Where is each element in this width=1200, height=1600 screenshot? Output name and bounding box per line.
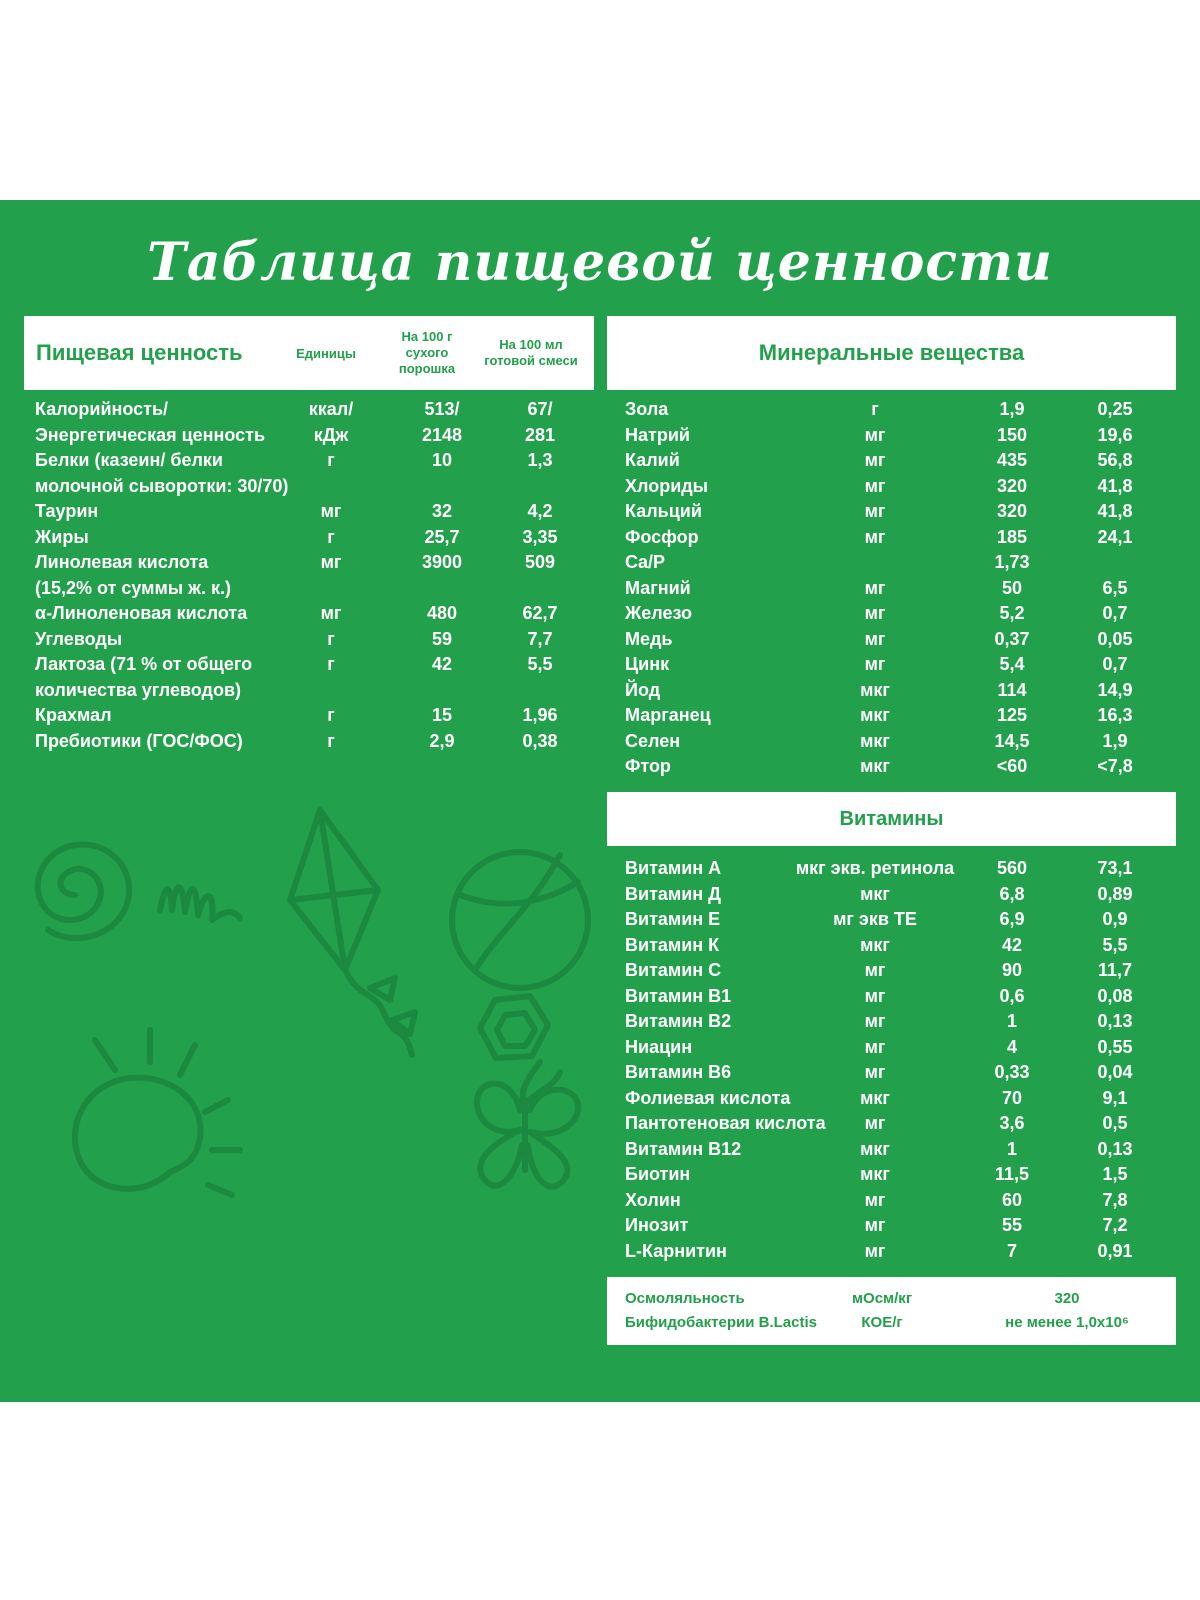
row-name: Ca/P — [625, 552, 666, 572]
row-name: L-Карнитин — [625, 1240, 727, 1261]
row-per-100g: 3900 — [421, 552, 463, 572]
row-unit: мг — [864, 424, 886, 445]
nutrition-row — [35, 627, 595, 653]
row-per-100ml: 1,5 — [1102, 1164, 1128, 1184]
row-name: Крахмал — [35, 705, 112, 725]
vitamin-row — [625, 1086, 1175, 1112]
row-per-100g: 10 — [431, 450, 453, 470]
vitamin-row — [625, 907, 1175, 933]
row-per-100ml: 4,2 — [527, 501, 553, 521]
row-name: Пребиотики (ГОС/ФОС) — [35, 730, 243, 751]
mineral-row — [625, 576, 1175, 602]
row-unit: мг — [320, 552, 342, 572]
row-per-100g: 513/ — [424, 399, 460, 419]
footer-row — [607, 1287, 1176, 1311]
row-per-100g: 1,73 — [994, 552, 1030, 572]
row-per-100ml: 509 — [524, 552, 556, 572]
row-per-100g: 42 — [431, 654, 453, 674]
footer-value: 320 — [1054, 1290, 1080, 1307]
row-name: Холин — [625, 1189, 681, 1210]
row-unit: г — [327, 654, 335, 674]
row-per-100g: 320 — [996, 501, 1028, 521]
mineral-row — [625, 525, 1175, 551]
nutrition-row — [35, 550, 595, 576]
row-per-100g: 5,4 — [999, 654, 1025, 674]
vitamin-row — [625, 1137, 1175, 1163]
row-per-100ml: 7,2 — [1102, 1215, 1128, 1235]
mineral-row — [625, 423, 1175, 449]
vitamin-row — [625, 1188, 1175, 1214]
row-per-100ml: 0,25 — [1097, 399, 1133, 419]
row-unit: мг — [864, 654, 886, 674]
row-per-100ml: 0,08 — [1097, 985, 1133, 1006]
row-per-100g: 4 — [1006, 1036, 1017, 1057]
vitamin-rows — [625, 856, 1175, 1264]
row-unit: ккал/ — [308, 399, 354, 419]
row-unit: мг экв ТЕ — [833, 909, 917, 929]
mineral-row — [625, 703, 1175, 729]
row-per-100g: 480 — [426, 603, 458, 623]
row-per-100ml: 1,96 — [522, 705, 558, 725]
row-name: Фосфор — [625, 526, 699, 547]
vitamin-row — [625, 856, 1175, 882]
row-unit: мг — [864, 1036, 886, 1057]
row-name: Пантотеновая кислота — [625, 1113, 826, 1133]
row-unit: мкг — [860, 934, 890, 955]
mineral-row — [625, 448, 1175, 474]
row-per-100g: 7 — [1006, 1240, 1017, 1261]
nutrition-rows — [35, 397, 595, 754]
header-units: Единицы — [296, 345, 356, 361]
spiral-icon — [38, 844, 129, 938]
row-per-100g: 55 — [1001, 1215, 1023, 1235]
row-unit: мг — [864, 1062, 886, 1082]
row-name: Фолиевая кислота — [625, 1087, 791, 1108]
row-name: Витамин Д — [625, 883, 721, 904]
row-per-100ml: 0,55 — [1097, 1036, 1133, 1057]
row-name: количества углеводов) — [35, 679, 242, 700]
row-name: Витамин В1 — [625, 985, 732, 1006]
row-name: Калий — [625, 450, 680, 470]
vitamin-row — [625, 1239, 1175, 1265]
row-unit: мг — [864, 985, 886, 1006]
row-per-100ml: 0,05 — [1097, 628, 1133, 649]
row-name: Калорийность/ — [35, 399, 169, 419]
row-unit: мг — [320, 603, 342, 623]
doodles — [0, 800, 607, 1402]
row-name: Белки (казеин/ белки — [35, 450, 223, 470]
row-per-100g: 0,33 — [994, 1062, 1030, 1082]
row-unit: мг — [320, 501, 342, 521]
row-unit: мг — [864, 475, 886, 496]
row-name: Медь — [625, 628, 673, 649]
nutrition-row — [35, 499, 595, 525]
row-per-100ml: 73,1 — [1097, 858, 1133, 878]
row-name: Биотин — [625, 1164, 691, 1184]
nutrition-row — [35, 525, 595, 551]
row-per-100g: 42 — [1001, 934, 1023, 955]
row-per-100g: 25,7 — [424, 526, 460, 547]
row-per-100ml: 41,8 — [1097, 501, 1133, 521]
footer-unit: мОсм/кг — [851, 1290, 913, 1307]
row-per-100ml: 0,7 — [1102, 603, 1128, 623]
row-unit: мг — [864, 1189, 886, 1210]
nutrition-panel — [0, 200, 1200, 1402]
nutrition-row — [35, 474, 595, 500]
row-name: Лактоза (71 % от общего — [35, 654, 253, 674]
row-unit: г — [327, 730, 335, 751]
nutrition-row — [35, 448, 595, 474]
row-name: Железо — [625, 603, 692, 623]
row-per-100g: <60 — [996, 756, 1028, 776]
row-per-100ml: 1,3 — [527, 450, 553, 470]
nutrition-row — [35, 652, 595, 678]
row-per-100g: 59 — [431, 628, 453, 649]
row-per-100ml: 24,1 — [1097, 526, 1133, 547]
vitamin-row — [625, 984, 1175, 1010]
row-per-100g: 90 — [1001, 960, 1023, 980]
row-per-100g: 1,9 — [999, 399, 1025, 419]
row-unit: мг — [864, 450, 886, 470]
row-per-100g: 11,5 — [994, 1164, 1030, 1184]
row-per-100ml: 5,5 — [527, 654, 553, 674]
row-per-100g: 14,5 — [994, 730, 1030, 751]
row-name: Селен — [625, 730, 681, 751]
row-per-100g: 2,9 — [429, 730, 455, 751]
row-unit: мг — [864, 1215, 886, 1235]
mineral-row — [625, 499, 1175, 525]
mineral-row — [625, 550, 1175, 576]
vitamin-row — [625, 958, 1175, 984]
vitamin-row — [625, 882, 1175, 908]
row-per-100ml: 56,8 — [1097, 450, 1133, 470]
footer-table — [607, 1277, 1176, 1345]
row-per-100ml: 3,35 — [522, 526, 558, 547]
footer-unit: КОЕ/г — [861, 1314, 903, 1331]
vitamin-row — [625, 1111, 1175, 1137]
row-unit: мг — [864, 501, 886, 521]
header-nutrition-value: Пищевая ценность — [36, 340, 243, 365]
row-unit: мкг — [860, 1087, 890, 1108]
row-unit: мкг — [860, 1138, 890, 1159]
nutrition-row — [35, 678, 595, 704]
row-per-100ml: 0,9 — [1102, 909, 1128, 929]
row-name: Инозит — [625, 1215, 689, 1235]
nutrition-row — [35, 423, 595, 449]
row-name: Линолевая кислота — [35, 552, 209, 572]
row-per-100g: 0,6 — [999, 985, 1025, 1006]
minerals-header: Минеральные вещества — [607, 316, 1176, 390]
row-per-100g: 320 — [996, 475, 1028, 496]
row-per-100g: 0,37 — [994, 628, 1030, 649]
vitamin-row — [625, 1035, 1175, 1061]
mineral-row — [625, 729, 1175, 755]
row-per-100ml: 16,3 — [1097, 705, 1133, 725]
row-unit: г — [871, 399, 879, 419]
row-per-100ml: 5,5 — [1102, 934, 1128, 955]
row-per-100ml: 9,1 — [1102, 1087, 1128, 1108]
row-per-100g: 50 — [1001, 577, 1023, 598]
row-name: Зола — [625, 399, 669, 419]
vitamin-row — [625, 1060, 1175, 1086]
row-unit: мг — [864, 1113, 886, 1133]
footer-name: Осмоляльность — [625, 1290, 745, 1307]
row-unit: мг — [864, 960, 886, 980]
row-per-100ml: 6,5 — [1102, 577, 1128, 598]
row-unit: мкг экв. ретинола — [795, 858, 955, 878]
row-unit: г — [327, 705, 335, 725]
row-unit: мг — [864, 603, 886, 623]
mineral-row — [625, 754, 1175, 780]
vitamin-row — [625, 1213, 1175, 1239]
row-name: Витамин В2 — [625, 1011, 732, 1031]
row-per-100g: 2148 — [421, 424, 463, 445]
nutrition-row — [35, 576, 595, 602]
nutrition-row — [35, 703, 595, 729]
row-name: Витамин В6 — [625, 1062, 732, 1082]
row-name: Витамин К — [625, 934, 720, 955]
row-per-100g: 1 — [1006, 1138, 1017, 1159]
row-name: Марганец — [625, 705, 711, 725]
mineral-row — [625, 397, 1175, 423]
row-per-100ml: 19,6 — [1097, 424, 1133, 445]
row-per-100g: 60 — [1001, 1189, 1023, 1210]
row-name: молочной сыворотки: 30/70) — [35, 475, 289, 496]
nutrition-row — [35, 397, 595, 423]
row-name: Фтор — [625, 756, 671, 776]
row-name: Витамин А — [625, 858, 722, 878]
row-per-100ml: 67/ — [527, 399, 553, 419]
row-unit: мг — [864, 526, 886, 547]
row-per-100g: 560 — [996, 858, 1028, 878]
row-per-100g: 3,6 — [999, 1113, 1025, 1133]
row-per-100ml: 1,9 — [1102, 730, 1128, 751]
row-per-100ml: 0,04 — [1097, 1062, 1133, 1082]
row-name: α-Линоленовая кислота — [35, 603, 248, 623]
row-per-100ml: 0,13 — [1097, 1138, 1133, 1159]
row-per-100ml: 7,8 — [1102, 1189, 1128, 1210]
hexagon-icon — [480, 996, 548, 1058]
row-name: Таурин — [35, 501, 99, 521]
mineral-row — [625, 678, 1175, 704]
row-unit: г — [327, 450, 335, 470]
row-per-100ml: 14,9 — [1097, 679, 1133, 700]
row-per-100g: 185 — [996, 526, 1028, 547]
row-name: Хлориды — [625, 475, 709, 496]
row-unit: г — [327, 628, 335, 649]
row-name: Витамин В12 — [625, 1138, 742, 1159]
row-unit: мкг — [860, 756, 890, 776]
row-per-100g: 6,8 — [999, 883, 1025, 904]
row-name: Витамин Е — [625, 909, 721, 929]
footer-row — [607, 1311, 1176, 1335]
nutrition-row — [35, 729, 595, 755]
row-per-100ml: 0,38 — [522, 730, 558, 751]
row-name: Витамин С — [625, 960, 722, 980]
row-name: Йод — [625, 679, 661, 700]
vitamin-row — [625, 1009, 1175, 1035]
row-name: Кальций — [625, 501, 702, 521]
row-per-100ml: 0,7 — [1102, 654, 1128, 674]
row-per-100g: 150 — [996, 424, 1028, 445]
sun-icon — [75, 1030, 240, 1195]
mineral-row — [625, 601, 1175, 627]
row-name: Энергетическая ценность — [35, 424, 266, 445]
nutrition-row — [35, 601, 595, 627]
row-per-100ml: 7,7 — [527, 628, 553, 649]
row-unit: кДж — [313, 424, 349, 445]
row-per-100g: 6,9 — [999, 909, 1025, 929]
row-per-100g: 435 — [996, 450, 1028, 470]
mineral-row — [625, 474, 1175, 500]
row-per-100g: 5,2 — [999, 603, 1025, 623]
row-name: Углеводы — [35, 628, 123, 649]
row-unit: мг — [864, 1240, 886, 1261]
row-name: Натрий — [625, 424, 690, 445]
nutrition-table-header — [24, 316, 594, 390]
row-per-100ml: 41,8 — [1097, 475, 1133, 496]
footer-name: Бифидобактерии B.Lactis — [625, 1314, 817, 1331]
vitamin-row — [625, 933, 1175, 959]
row-unit: г — [327, 526, 335, 547]
row-unit: мкг — [860, 883, 890, 904]
row-name: Цинк — [625, 654, 670, 674]
row-unit: мкг — [860, 679, 890, 700]
row-name: (15,2% от суммы ж. к.) — [35, 577, 231, 598]
row-per-100ml: 0,91 — [1097, 1240, 1133, 1261]
row-unit: мкг — [860, 730, 890, 751]
row-per-100ml: 11,7 — [1097, 960, 1133, 980]
row-per-100g: 125 — [996, 705, 1028, 725]
mineral-row — [625, 627, 1175, 653]
header-per-100g: На 100 г сухого порошка — [398, 329, 456, 376]
row-per-100ml: 0,13 — [1097, 1011, 1133, 1031]
butterfly-icon — [477, 1062, 578, 1187]
row-per-100ml: 281 — [524, 424, 556, 445]
row-per-100g: 114 — [997, 679, 1027, 700]
ball-icon — [452, 852, 588, 988]
row-unit: мг — [864, 1011, 886, 1031]
row-per-100ml: 0,89 — [1097, 883, 1133, 904]
row-per-100ml: 0,5 — [1102, 1113, 1128, 1133]
row-unit: мг — [864, 628, 886, 649]
row-unit: мкг — [860, 1164, 890, 1184]
grass-icon — [160, 887, 240, 920]
row-per-100g: 32 — [431, 501, 453, 521]
mineral-rows — [625, 397, 1175, 780]
row-unit: мг — [864, 577, 886, 598]
kite-icon — [290, 810, 415, 1055]
vitamin-row — [625, 1162, 1175, 1188]
row-name: Жиры — [35, 526, 89, 547]
row-name: Магний — [625, 577, 691, 598]
row-per-100g: 70 — [1001, 1087, 1023, 1108]
row-per-100ml: <7,8 — [1097, 756, 1133, 776]
mineral-row — [625, 652, 1175, 678]
header-per-100ml: На 100 мл готовой смеси — [484, 337, 578, 368]
vitamins-header: Витамины — [607, 792, 1176, 846]
row-per-100g: 1 — [1006, 1011, 1017, 1031]
row-name: Ниацин — [625, 1036, 693, 1057]
footer-value: не менее 1,0х10⁶ — [1005, 1314, 1129, 1331]
page-title: Таблица пищевой ценности — [147, 232, 1053, 293]
row-unit: мкг — [860, 705, 890, 725]
row-per-100g: 15 — [431, 705, 453, 725]
row-per-100ml: 62,7 — [522, 603, 558, 623]
